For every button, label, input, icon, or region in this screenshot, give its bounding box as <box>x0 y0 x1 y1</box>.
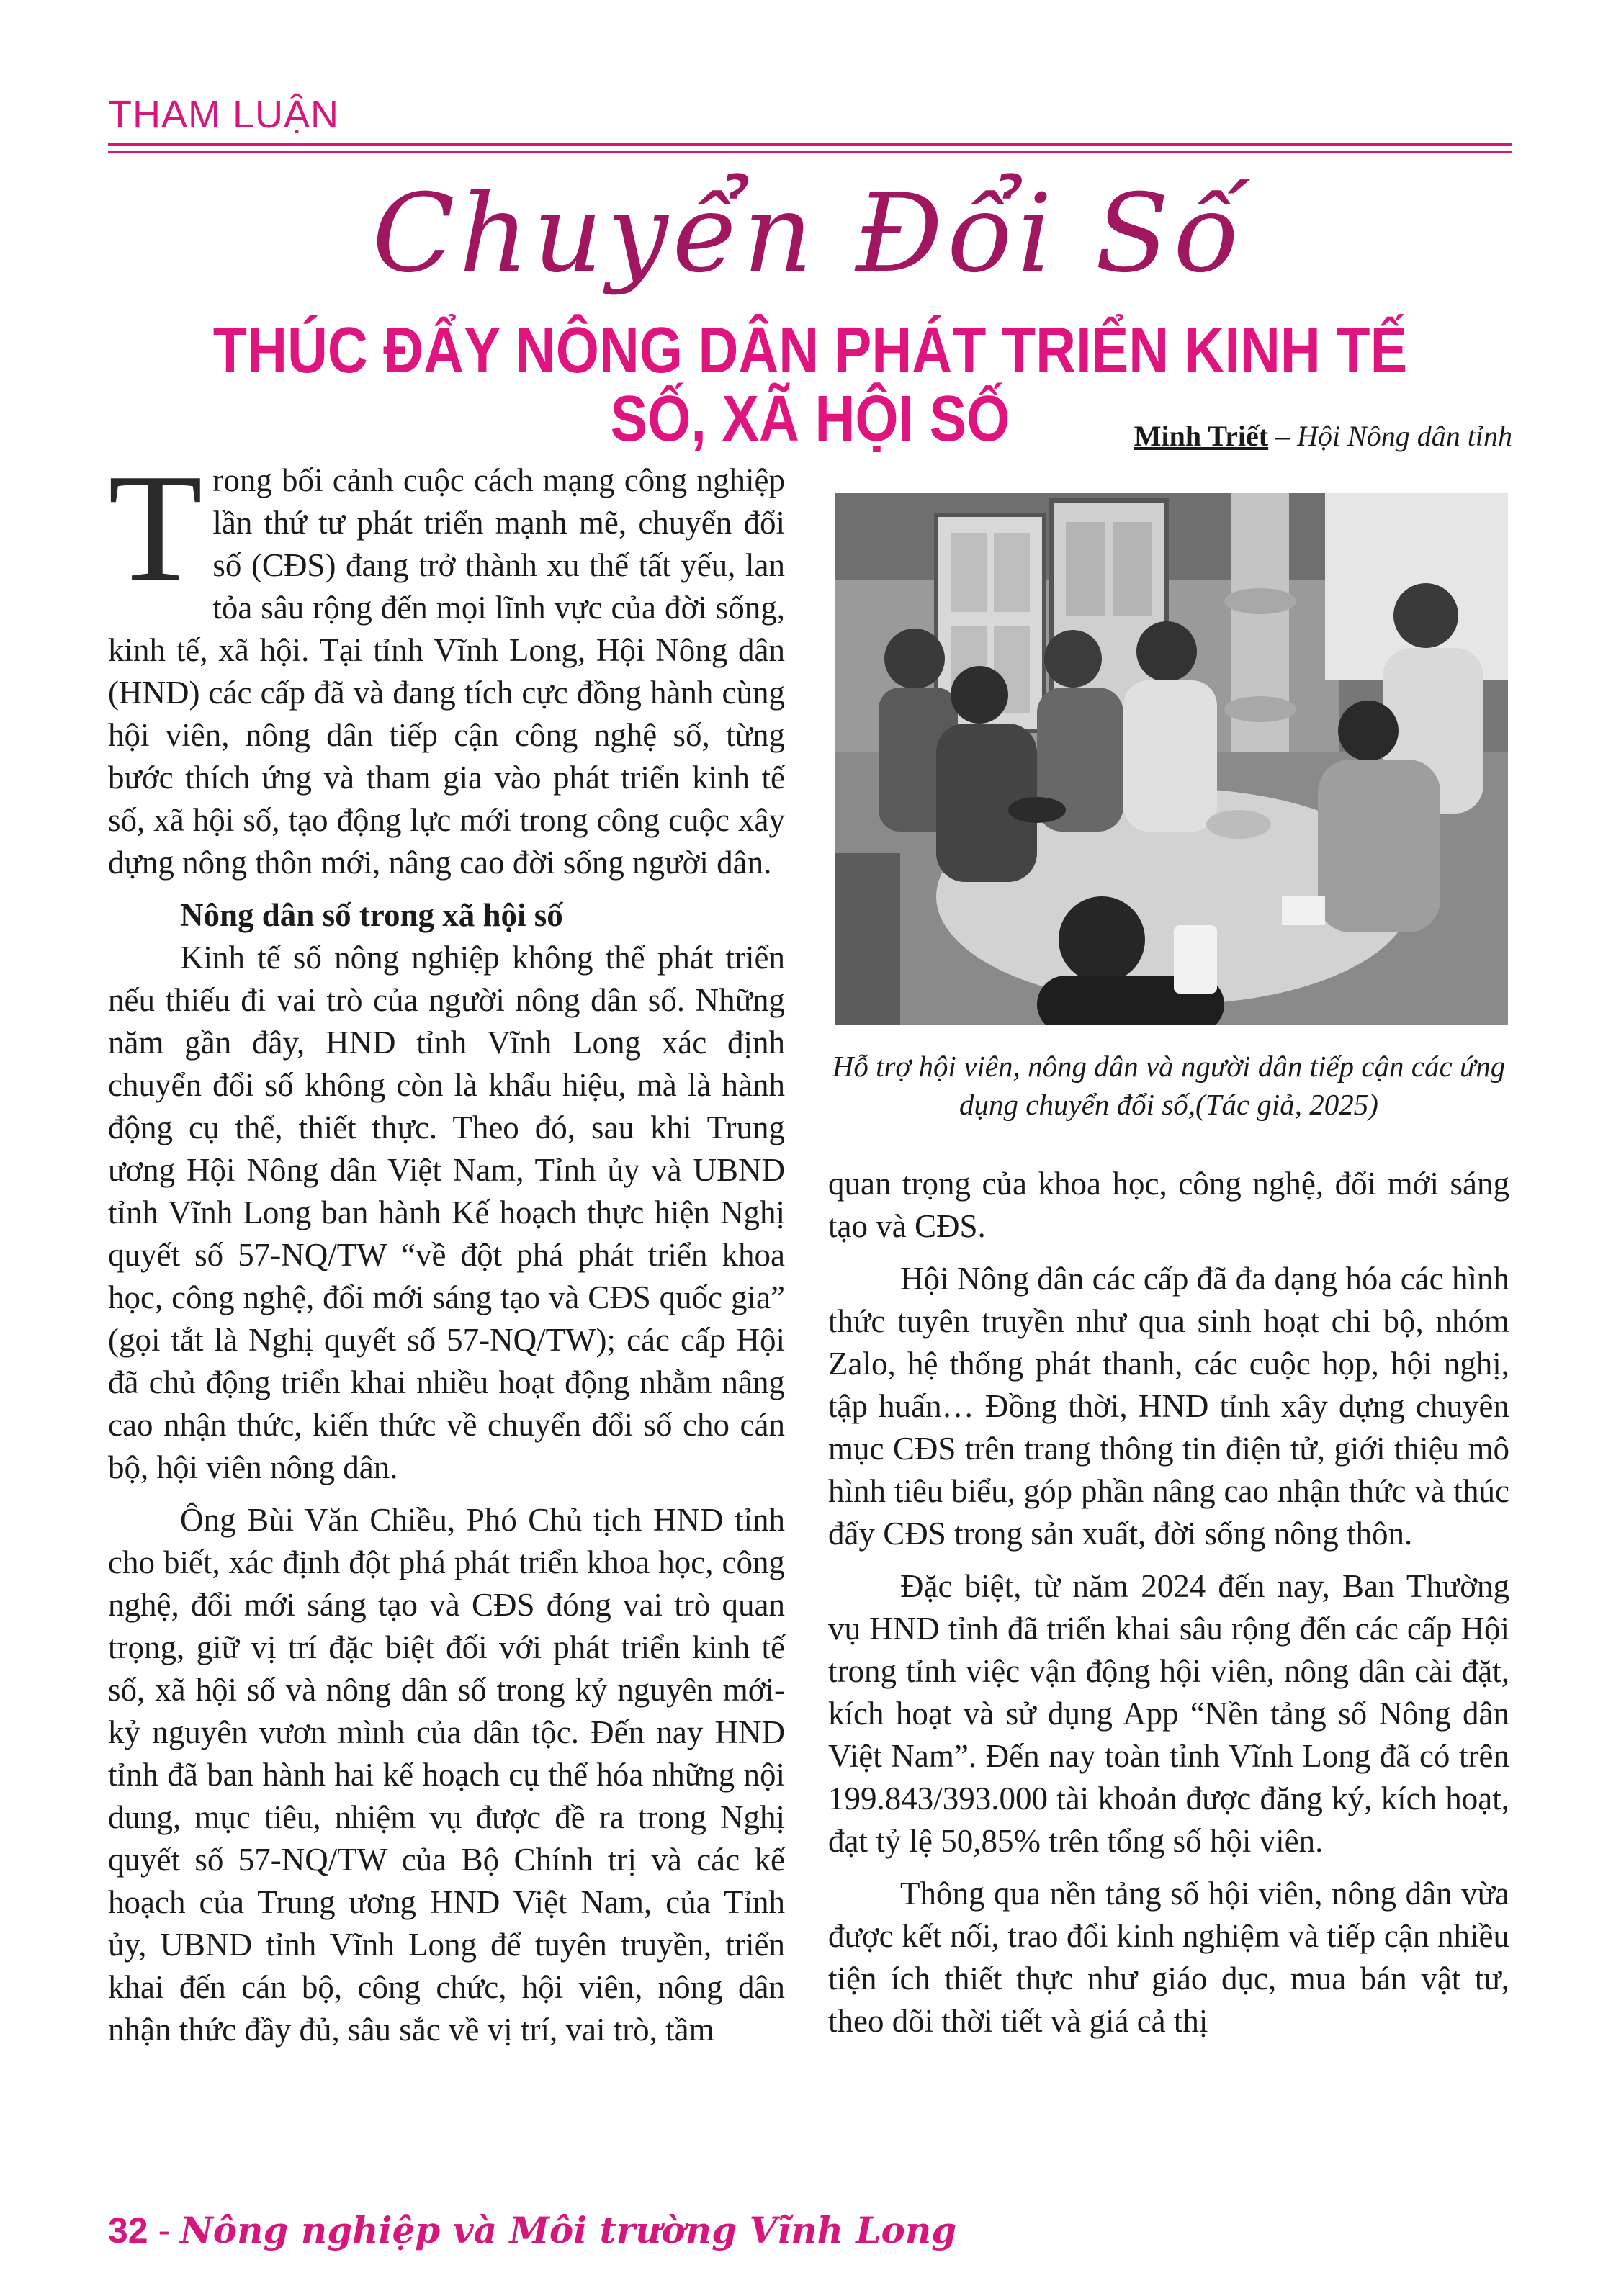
paragraph-4: Hội Nông dân các cấp đã đa dạng hóa các hình thức tuyên truyền như qua sinh hoạt chi bộ, nhóm Zalo, hệ thống phát thanh, các cuộc họp, hội nghị, tập huấn… Đồng thời, HND tỉnh xây dựng chuyên mục CĐS trên trang thông tin điện tử, giới thiệu mô hình tiêu biểu, góp phần nâng cao nhận thức và thúc đẩy CĐS trong sản xuất, đời sống nông thôn. <box>828 1261 1509 1552</box>
footer-separator: - <box>148 2210 181 2251</box>
article-column-left <box>108 441 785 2061</box>
byline-separator: – <box>1268 420 1298 452</box>
byline <box>1134 419 1512 453</box>
subheading: Nông dân số trong xã hội số <box>180 897 563 933</box>
magazine-name: Nông nghiệp và Môi trường Vĩnh Long <box>180 2209 957 2251</box>
paragraph-2: Kinh tế số nông nghiệp không thể phát triển nếu thiếu đi vai trò của người nông dân số. Những năm gần đây, HND tỉnh Vĩnh Long xác định chuyển đổi số không còn là khẩu hiệu, mà là hành động cụ thể, thiết thực. Theo đó, sau khi Trung ương Hội Nông dân Việt Nam, Tỉnh ủy và UBND tỉnh Vĩnh Long ban hành Kế hoạch thực hiện Nghị quyết số 57-NQ/TW “về đột phá phát triển khoa học, công nghệ, đổi mới sáng tạo và CĐS quốc gia” (gọi tắt là Nghị quyết số 57-NQ/TW); các cấp Hội đã chủ động triển khai nhiều hoạt động nhằm nâng cao nhận thức, kiến thức về chuyển đổi số cho cán bộ, hội viên nông dân. <box>108 940 785 1485</box>
intro-paragraph <box>108 441 785 884</box>
paragraph-3: Ông Bùi Văn Chiều, Phó Chủ tịch HND tỉnh cho biết, xác định đột phá phát triển khoa học, công nghệ, đổi mới sáng tạo và CĐS đóng vai trò quan trọng, giữ vị trí đặc biệt đối với phát triển kinh tế số, xã hội số và nông dân số trong kỷ nguyên mới- kỷ nguyên vươn mình của dân tộc. Đến nay HND tỉnh đã ban hành hai kế hoạch cụ thể hóa những nội dung, mục tiêu, nhiệm vụ được đề ra trong Nghị quyết số 57-NQ/TW của Bộ Chính trị và các kế hoạch của Trung ương HND Việt Nam, của Tỉnh ủy, UBND tỉnh Vĩnh Long để tuyên truyền, triển khai đến cán bộ, công chức, hội viên, nông dân nhận thức đầy đủ, sâu sắc về vị trí, vai trò, tầm <box>108 1502 785 2048</box>
page-number: 32 <box>108 2210 148 2251</box>
byline-author: Minh Triết <box>1134 420 1269 452</box>
article-photo <box>835 493 1508 1025</box>
photo-illustration <box>835 493 1508 1025</box>
paragraph-5: Đặc biệt, từ năm 2024 đến nay, Ban Thường vụ HND tỉnh đã triển khai sâu rộng đến các cấp Hội trong tỉnh việc vận động hội viên, nông dân cài đặt, kích hoạt và sử dụng App “Nền tảng số Nông dân Việt Nam”. Đến nay toàn tỉnh Vĩnh Long đã có trên 199.843/393.000 tài khoản được đăng ký, kích hoạt, đạt tỷ lệ 50,85% trên tổng số hội viên. <box>828 1568 1509 1859</box>
header-rule-thin <box>108 151 1512 153</box>
article-column-right <box>828 1163 1509 2053</box>
section-label: THAM LUẬN <box>108 93 340 136</box>
paragraph-3-continued: quan trọng của khoa học, công nghệ, đổi mới sáng tạo và CĐS. <box>828 1166 1509 1244</box>
page-footer <box>108 2209 956 2251</box>
script-title: Chuyển Đổi Số <box>372 171 1244 297</box>
header-rule-thick <box>108 143 1512 146</box>
photo-caption: Hỗ trợ hội viên, nông dân và người dân tiếp cận các ứng dụng chuyển đổi số,(Tác giả, 2025) <box>832 1050 1506 1121</box>
byline-org: Hội Nông dân tỉnh <box>1297 420 1512 452</box>
drop-cap: T <box>108 441 203 613</box>
intro-text: rong bối cảnh cuộc cách mạng công nghiệp lần thứ tư phát triển mạnh mẽ, chuyển đổi số (CĐS) đang trở thành xu thế tất yếu, lan tỏa sâu rộng đến mọi lĩnh vực của đời sống, kinh tế, xã hội. Tại tỉnh Vĩnh Long, Hội Nông dân (HND) các cấp đã và đang tích cực đồng hành cùng hội viên, nông dân tiếp cận công nghệ số, từng bước thích ứng và tham gia vào phát triển kinh tế số, xã hội số, tạo động lực mới trong công cuộc xây dựng nông thôn mới, nâng cao đời sống người dân. <box>108 462 785 881</box>
paragraph-6: Thông qua nền tảng số hội viên, nông dân vừa được kết nối, trao đổi kinh nghiệm và tiếp cận nhiều tiện ích thiết thực như giáo dục, mua bán vật tư, theo dõi thời tiết và giá cả thị <box>828 1876 1509 2039</box>
article-title: THÚC ĐẨY NÔNG DÂN PHÁT TRIỂN KINH TẾ SỐ, XÃ HỘI SỐ <box>212 315 1408 455</box>
